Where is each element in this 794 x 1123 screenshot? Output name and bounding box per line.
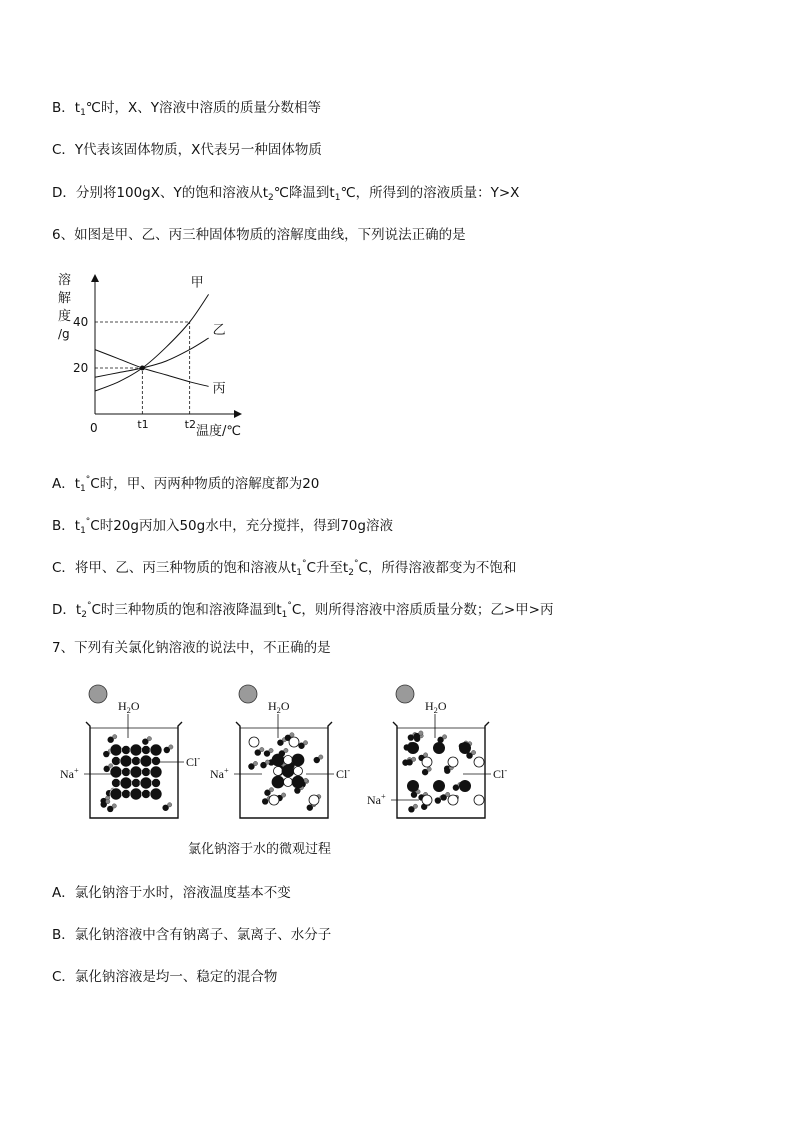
na-ion-hydrated — [474, 757, 484, 767]
water-atom-h — [427, 767, 431, 771]
q6-option-d: D．$t_2^\circ C$时三种物质的饱和溶液降温到$t_1^\circ C$，则所得溶液中溶质质量分数；乙>甲>丙 — [52, 601, 554, 620]
water-molecule-legend-2 — [396, 685, 414, 703]
na-ion-hydrated — [309, 795, 319, 805]
cl-ion — [150, 766, 162, 778]
na-ion — [274, 767, 283, 776]
water-atom-h — [269, 788, 273, 792]
cl-ion-hydrated — [459, 780, 471, 792]
na-ion-hydrated — [422, 757, 432, 767]
cl-ion — [110, 788, 122, 800]
y-axis-label-2: 解 — [58, 291, 72, 306]
q6-option-c: C．将甲、乙、丙三种物质的饱和溶液从$t_1^\circ C$升至$t_2^\circ C$，所得溶液都变为不饱和 — [52, 559, 517, 578]
q7-option-a: A．氯化钠溶于水时，溶液温度基本不变 — [52, 885, 291, 901]
na-ion-hydrated — [448, 795, 458, 805]
q7-option-c: C．氯化钠溶液是均一、稳定的混合物 — [52, 969, 278, 985]
na-ion — [122, 768, 131, 777]
na-ion — [132, 757, 141, 766]
diagram-caption: 氯化钠溶于水的微观过程 — [188, 842, 332, 857]
cl-ion-hydrated — [433, 742, 445, 754]
cl-ion-hydrated — [407, 742, 419, 754]
cl-ion — [110, 766, 122, 778]
water-atom-h — [284, 748, 288, 752]
solubility-chart — [52, 262, 252, 442]
series-label-2: 丙 — [212, 381, 226, 397]
water-label-1: $H_2O$ — [268, 699, 290, 715]
cl-ion — [292, 776, 304, 788]
na-label-2: Na+ — [367, 792, 386, 807]
x-tick-label-t1: t1 — [137, 418, 149, 431]
water-atom-h — [290, 733, 294, 737]
water-atom-h — [411, 757, 415, 761]
na-label-0: Na+ — [60, 766, 79, 781]
water-atom-h — [106, 799, 110, 803]
y-axis-label-4: /g — [58, 327, 70, 341]
na-ion — [142, 768, 151, 777]
na-ion-hydrated — [448, 757, 458, 767]
water-label-2: $H_2O$ — [425, 699, 447, 715]
water-atom-h — [471, 750, 475, 754]
series-label-1: 乙 — [212, 323, 226, 339]
water-atom-h — [112, 735, 116, 739]
na-ion — [112, 757, 121, 766]
na-ion — [112, 779, 121, 788]
water-label-0: $H_2O$ — [118, 699, 140, 715]
water-atom-h — [319, 755, 323, 759]
na-ion-hydrated — [422, 795, 432, 805]
water-atom-h — [303, 741, 307, 745]
na-ion-hydrated — [289, 737, 299, 747]
water-atom-h — [419, 731, 423, 735]
intersection-point — [140, 366, 145, 371]
origin-label: 0 — [90, 421, 98, 435]
y-tick-label-40: 40 — [73, 315, 89, 329]
water-atom-h — [281, 793, 285, 797]
water-atom-h — [445, 792, 449, 796]
cl-ion-hydrated — [433, 780, 445, 792]
na-ion — [284, 778, 293, 787]
series-line-0 — [95, 294, 209, 391]
y-axis-label-3: 度 — [58, 309, 72, 324]
q5-option-d: D．分别将100gX、Y的饱和溶液从$t_2℃$降温到$t_1℃$，所得到的溶液质量：Y>X — [52, 185, 520, 203]
cl-ion — [130, 744, 142, 756]
cl-ion — [292, 754, 304, 766]
water-atom-h — [167, 803, 171, 807]
cl-ion — [110, 744, 122, 756]
water-atom-h — [413, 804, 417, 808]
q7-stem: 7、下列有关氯化钠溶液的说法中，不正确的是 — [52, 640, 331, 656]
q6-option-b: B．$t_1^\circ C$时20g丙加入50g水中，充分搅拌，得到70g溶液 — [52, 517, 393, 536]
y-axis-label-1: 溶 — [58, 273, 72, 288]
water-atom-h — [423, 753, 427, 757]
na-ion — [284, 756, 293, 765]
cl-ion — [272, 776, 284, 788]
cl-ion — [150, 744, 162, 756]
na-ion — [122, 746, 131, 755]
water-molecule-legend-0 — [89, 685, 107, 703]
cl-ion — [120, 755, 132, 767]
water-atom-h — [147, 736, 151, 740]
na-ion — [294, 767, 303, 776]
x-tick-label-t2: t2 — [184, 418, 196, 431]
water-atom-h — [269, 748, 273, 752]
q5-option-c: C．Y代表该固体物质，X代表另一种固体物质 — [52, 142, 322, 158]
water-atom-h — [265, 760, 269, 764]
cl-ion — [130, 788, 142, 800]
na-ion — [132, 779, 141, 788]
na-ion — [142, 790, 151, 799]
water-atom-h — [260, 747, 264, 751]
cl-ion-hydrated — [459, 742, 471, 754]
water-molecule-legend-1 — [239, 685, 257, 703]
x-axis-label: 温度/℃ — [196, 424, 241, 439]
water-atom-h — [253, 761, 257, 765]
beaker-2 — [393, 722, 489, 818]
na-ion — [142, 746, 151, 755]
water-atom-h — [169, 745, 173, 749]
na-ion — [152, 779, 161, 788]
na-ion — [122, 790, 131, 799]
q6-stem: 6、如图是甲、乙、丙三种固体物质的溶解度曲线，下列说法正确的是 — [52, 227, 466, 243]
cl-label-2: Cl- — [493, 766, 508, 781]
cl-ion — [282, 765, 294, 777]
water-atom-h — [112, 804, 116, 808]
na-ion-hydrated — [269, 795, 279, 805]
y-tick-label-20: 20 — [73, 361, 89, 375]
cl-ion — [150, 788, 162, 800]
water-atom-h — [442, 735, 446, 739]
cl-ion-hydrated — [407, 780, 419, 792]
cl-label-0: Cl- — [186, 754, 201, 769]
q6-option-a: A．$t_1^\circ C$时，甲、丙两种物质的溶解度都为20 — [52, 475, 320, 494]
q7-option-b: B．氯化钠溶液中含有钠离子、氯离子、水分子 — [52, 927, 332, 943]
nacl-dissolution-diagram — [52, 680, 512, 830]
q5-option-b: B．$t_1℃$时，X、Y溶液中溶质的质量分数相等 — [52, 100, 321, 118]
na-ion — [152, 757, 161, 766]
cl-ion — [130, 766, 142, 778]
na-label-1: Na+ — [210, 766, 229, 781]
na-ion-hydrated — [249, 737, 259, 747]
series-label-0: 甲 — [190, 275, 204, 291]
na-ion-hydrated — [474, 795, 484, 805]
cl-ion — [140, 755, 152, 767]
cl-ion — [120, 777, 132, 789]
cl-ion — [272, 754, 284, 766]
cl-label-1: Cl- — [336, 766, 351, 781]
cl-ion — [140, 777, 152, 789]
